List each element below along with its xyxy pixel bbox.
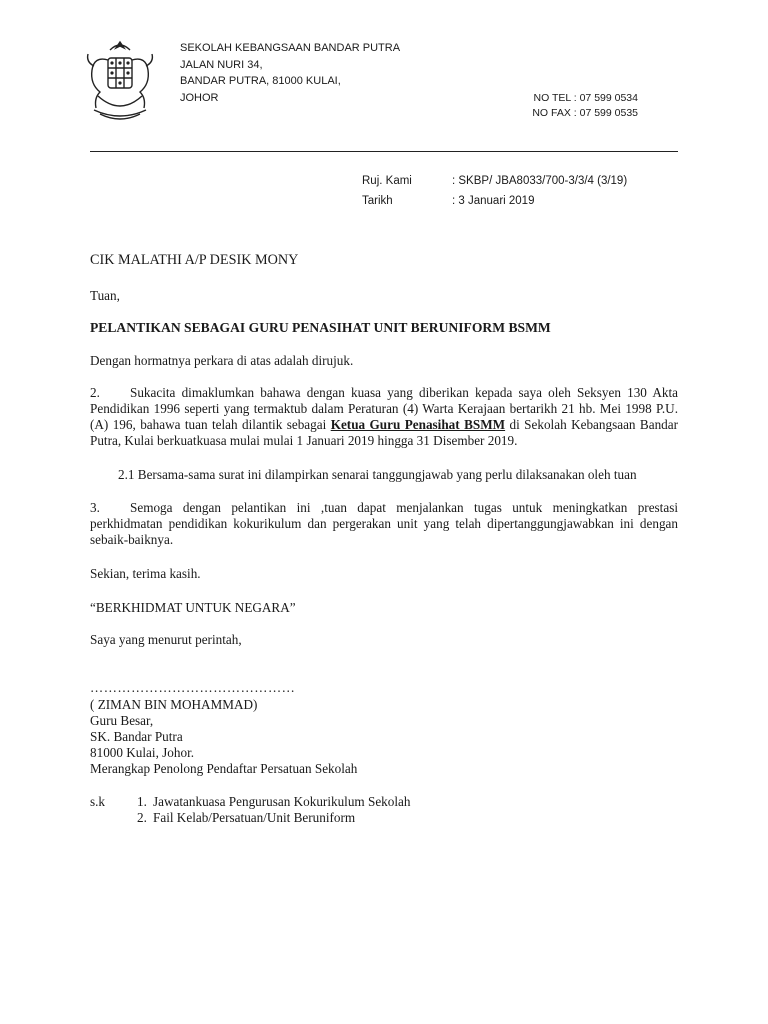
list-number: 1.: [137, 794, 147, 809]
ruj-label: Ruj. Kami: [362, 175, 412, 187]
closing-line: Sekian, terima kasih.: [90, 566, 201, 581]
motto: “BERKHIDMAT UNTUK NEGARA”: [90, 600, 296, 615]
sk-label: s.k: [90, 794, 106, 809]
paragraph-text: di Sekolah Kebangsaan Bandar Putra, Kulai berkuatkuasa mulai mulai 1 Januari 2019 hingga 31 Disember 2019.: [90, 417, 679, 448]
paragraph-2: [90, 385, 678, 449]
paragraph-2-1: 2.1 Bersama-sama surat ini dilampirkan senarai tanggungjawab yang perlu dilaksanakan oleh tuan: [118, 467, 637, 482]
signatory-line: SK. Bandar Putra: [90, 729, 183, 744]
signatory-name: ( ZIMAN BIN MOHAMMAD): [90, 697, 258, 712]
coat-of-arms-icon: [80, 36, 160, 126]
sign-off: Saya yang menurut perintah,: [90, 632, 242, 647]
signature-block: [90, 697, 678, 777]
signature-line: ………………………………………: [90, 680, 296, 695]
list-number: 2.: [137, 810, 147, 825]
fax-number: NO FAX : 07 599 0535: [532, 107, 638, 119]
school-contact: [528, 91, 638, 121]
paragraph-3: [90, 500, 678, 548]
paragraph-text: Semoga dengan pelantikan ini ,tuan dapat menjalankan tugas untuk meningkatkan prestasi perkhidmatan pendidikan kokurikulum dan pergerakan unit yang telah dipertanggungjawabkan ini dengan sebaik-baiknya.: [90, 500, 678, 547]
signatory-line: Merangkap Penolong Pendaftar Persatuan Sekolah: [90, 761, 358, 776]
salutation: Tuan,: [90, 288, 120, 303]
recipient-name: CIK MALATHI A/P DESIK MONY: [90, 252, 299, 268]
intro-paragraph: Dengan hormatnya perkara di atas adalah dirujuk.: [90, 353, 354, 368]
school-address: [180, 40, 400, 106]
paragraph-number: 2.: [90, 385, 100, 400]
address-line: JALAN NURI 34,: [180, 58, 263, 71]
list-item: Fail Kelab/Persatuan/Unit Beruniform: [153, 810, 356, 825]
ruj-value: : SKBP/ JBA8033/700-3/3/4 (3/19): [452, 175, 628, 187]
tarikh-label: Tarikh: [362, 195, 393, 207]
letter-subject: PELANTIKAN SEBAGAI GURU PENASIHAT UNIT BERUNIFORM BSMM: [90, 320, 551, 335]
paragraph-text: Sukacita dimaklumkan bahawa dengan kuasa yang diberikan kepada saya oleh Seksyen 130 Akta Pendidikan 1996 seperti yang termaktub dalam Peraturan (4) Warta Kerajaan bertarikh 21 hb. Mei 1998 P.U.(A) 196, bahawa tuan telah dilantik sebagai: [90, 385, 678, 432]
reference-block: [362, 171, 627, 211]
address-line: SEKOLAH KEBANGSAAN BANDAR PUTRA: [180, 42, 401, 54]
header-divider: [90, 151, 678, 152]
sk-spacer: [90, 810, 137, 826]
address-line: JOHOR: [180, 91, 219, 104]
tel-number: NO TEL : 07 599 0534: [533, 92, 638, 104]
paragraph-number: 3.: [90, 500, 100, 515]
tarikh-value: : 3 Januari 2019: [452, 195, 535, 207]
signatory-line: 81000 Kulai, Johor.: [90, 745, 195, 760]
signatory-line: Guru Besar,: [90, 713, 154, 728]
address-line: BANDAR PUTRA, 81000 KULAI,: [180, 75, 341, 87]
appointment-title: Ketua Guru Penasihat BSMM: [330, 417, 506, 432]
list-item: Jawatankuasa Pengurusan Kokurikulum Sekolah: [153, 794, 411, 809]
copy-to-list: [90, 794, 678, 826]
